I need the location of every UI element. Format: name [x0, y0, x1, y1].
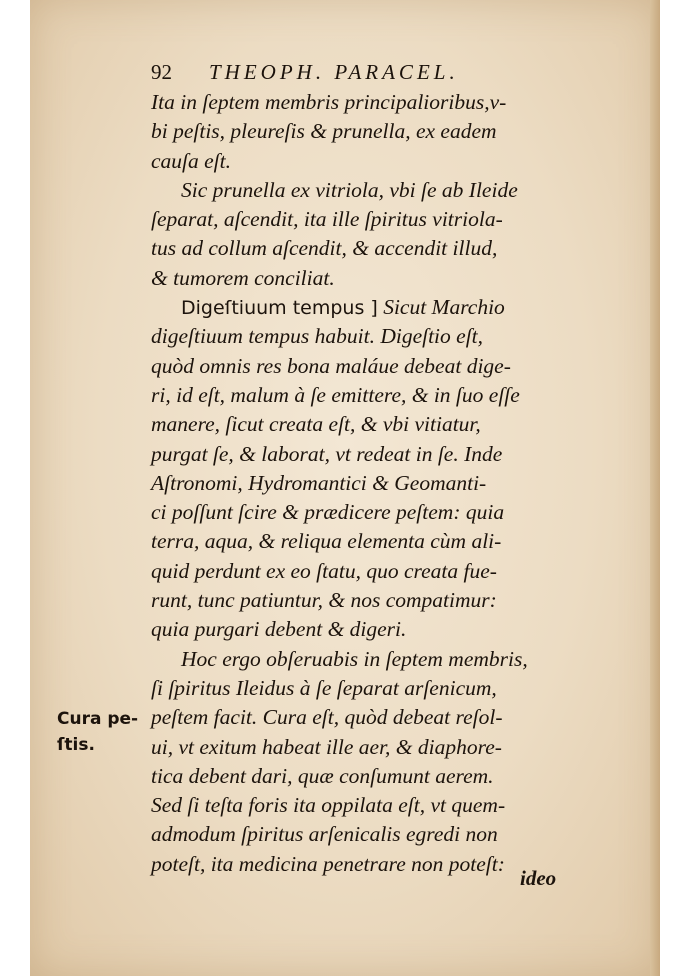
- margin-note: Cura pe-ſtis.: [57, 709, 139, 755]
- text-line: Ita in ſeptem membris principalioribus,v-: [151, 90, 507, 114]
- page-number: 92: [151, 60, 172, 84]
- lemma-italic: Sicut Marchio: [377, 295, 505, 320]
- text-line: cauſa eſt.: [151, 148, 232, 173]
- running-head: THEOPH. PARACEL.: [209, 60, 459, 84]
- text-line: & tumorem conciliat.: [151, 265, 335, 290]
- text-line: Sic prunella ex vitriola, vbi ſe ab Ileide: [181, 177, 518, 202]
- text-line: poteſt, ita medicina penetrare non poteſt:: [151, 851, 505, 876]
- text-line: Sed ſi teſta foris ita oppilata eſt, vt quem-: [151, 793, 506, 818]
- text-line: bi peſtis, pleureſis & prunella, ex eadem: [151, 119, 497, 144]
- text-line: quid perdunt ex eo ſtatu, quo creata fue-: [151, 558, 497, 583]
- text-line: admodum ſpiritus arſenicalis egredi non: [151, 822, 498, 847]
- text-line: manere, ſicut creata eſt, & vbi vitiatur,: [151, 412, 481, 437]
- lemma-roman: Digeſtiuum tempus ]: [181, 297, 378, 320]
- running-header: [151, 60, 546, 90]
- lemma-line: [151, 293, 581, 322]
- text-line: purgat ſe, & laborat, vt redeat in ſe. Inde: [151, 441, 503, 466]
- text-line: terra, aqua, & reliqua elementa cùm ali-: [151, 529, 502, 554]
- text-line: ui, vt exitum habeat ille aer, & diaphore-: [151, 734, 502, 759]
- text-line: peſtem facit. Cura eſt, quòd debeat reſol-: [151, 705, 503, 730]
- catchword: ideo: [520, 866, 557, 890]
- text-line: quia purgari debent & digeri.: [151, 617, 407, 642]
- text-line: ci poſſunt ſcire & prædicere peſtem: quia: [151, 500, 505, 525]
- text-line: ſeparat, aſcendit, ita ille ſpiritus vitriola-: [151, 207, 503, 232]
- text-line: runt, tunc patiuntur, & nos compatimur:: [151, 588, 497, 613]
- text-line: tica debent dari, quæ conſumunt aerem.: [151, 763, 494, 788]
- text-line: quòd omnis res bona maláue debeat dige-: [151, 353, 511, 378]
- text-line: Hoc ergo obſeruabis in ſeptem membris,: [181, 646, 528, 671]
- text-line: ri, id eſt, malum à ſe emittere, & in ſuo eſſe: [151, 382, 520, 407]
- page-edge: [650, 0, 660, 976]
- text-line: Aſtronomi, Hydromantici & Geomanti-: [151, 470, 487, 495]
- text-line: tus ad collum aſcendit, & accendit illud,: [151, 236, 498, 261]
- text-line: digeſtiuum tempus habuit. Digeſtio eſt,: [151, 324, 484, 349]
- text-block: [151, 88, 581, 879]
- text-line: ſi ſpiritus Ileidus à ſe ſeparat arſenicum,: [151, 675, 497, 700]
